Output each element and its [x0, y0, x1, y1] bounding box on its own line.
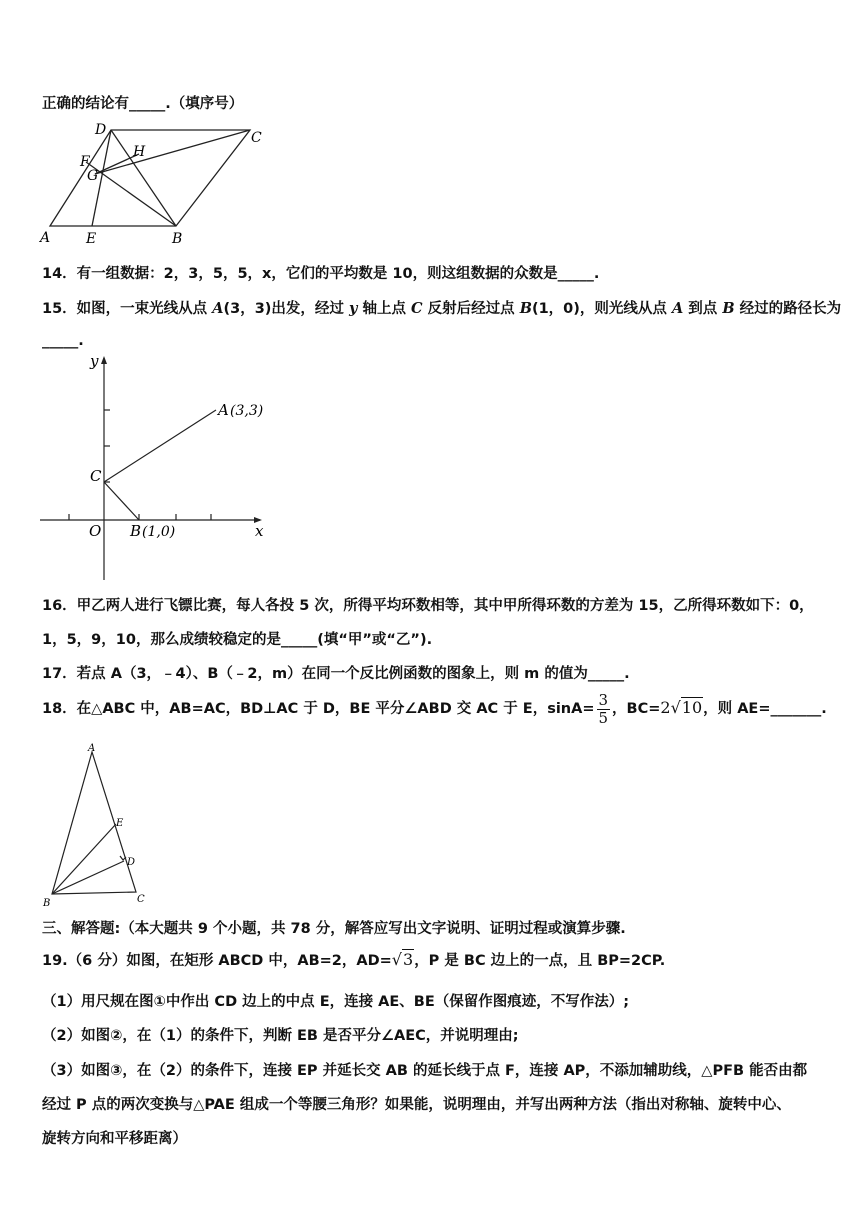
q18-seg: ，则 AE=_______. [703, 701, 827, 717]
fig15-label-B: B [130, 522, 142, 540]
q18-seg: ，BC= [612, 701, 661, 717]
fig13-label-F: F [80, 154, 90, 170]
q18-fraction [597, 692, 611, 727]
fig15-coordinate-figure [38, 352, 278, 584]
fig15-label-C: C [90, 467, 102, 485]
fig13-label-G: G [87, 168, 99, 184]
q15-y: y [348, 300, 358, 317]
q15-A2: A [671, 300, 684, 317]
fig15-label-x: x [255, 522, 264, 540]
q15-seg: 经过的路径长为 [734, 301, 842, 317]
q15-B2: B [722, 300, 735, 317]
q19-circled-2: ② [110, 1028, 123, 1044]
fig15-label-O: O [89, 522, 102, 540]
fig13-label-B: B [172, 231, 183, 247]
q15-seg: 15．如图，一束光线从点 [42, 301, 213, 317]
q17-text: 17．若点 A（3，﹣4）、B（﹣2，m）在同一个反比例函数的图象上，则 m 的值为_____. [42, 666, 630, 682]
q18-text [42, 690, 827, 727]
q19-seg: （2）如图 [42, 1028, 111, 1044]
q15-seg: (3，3)出发，经过 [223, 301, 349, 317]
fig18-label-C: C [137, 894, 145, 905]
fig18-triangle [40, 742, 160, 907]
q14-text: 14．有一组数据：2，3，5，5，x，它们的平均数是 10，则这组数据的众数是_____. [42, 266, 600, 282]
q15-seg: (1，0)，则光线从点 [531, 301, 672, 317]
q18-radical: 2√10 [660, 698, 703, 717]
fig15-label-A: A [218, 401, 229, 419]
q18-coef: 2 [660, 698, 671, 717]
q15-line2: _____. [42, 333, 84, 349]
fig13-parallelogram [38, 118, 268, 248]
fig18-label-B: B [43, 898, 51, 909]
q19-seg: （3）如图 [42, 1063, 111, 1079]
q15-B: B [519, 300, 532, 317]
q18-radicand: 10 [681, 698, 703, 717]
q19-seg: ，P 是 BC 边上的一点，且 BP=2CP. [414, 953, 666, 969]
q19-seg: ，在（1）的条件下，判断 EB 是否平分∠AEC，并说明理由; [122, 1028, 519, 1044]
fig15-label-A-coord: (3,3) [230, 403, 264, 419]
fig18-label-A: A [88, 743, 96, 754]
q19-circled-1: ① [153, 994, 166, 1010]
q15-seg: 轴上点 [357, 301, 412, 317]
q19-part2 [42, 1024, 519, 1045]
fig13-label-D: D [95, 122, 107, 138]
q19-part3-line1 [42, 1059, 807, 1080]
q19-seg: 中作出 CD 边上的中点 E，连接 AE、BE（保留作图痕迹，不写作法）; [165, 994, 630, 1010]
q15-C: C [411, 300, 423, 317]
q19-part1 [42, 990, 629, 1011]
q15-A: A [212, 300, 224, 317]
q18-frac-den: 5 [598, 708, 609, 727]
q19-intro [42, 948, 665, 973]
q19-seg: （1）用尺规在图 [42, 994, 154, 1010]
q19-radicand: 3 [403, 950, 414, 969]
fig15-label-B-coord: (1,0) [142, 524, 176, 540]
fig13-label-C: C [251, 130, 262, 146]
q19-part3-line2: 经过 P 点的两次变换与△PAE 组成一个等腰三角形？如果能，说明理由，并写出两种方法（指出对称轴、旋转中心、 [42, 1097, 791, 1113]
q16-line2: 1，5，9，10，那么成绩较稳定的是_____(填“甲”或“乙”). [42, 632, 433, 648]
fig13-label-H: H [133, 144, 146, 160]
q19-seg: ，在（2）的条件下，连接 EP 并延长交 AB 的延长线于点 F，连接 AP，不添加辅助线，△PFB 能否由都 [122, 1063, 808, 1079]
fig18-label-E: E [116, 818, 124, 829]
q18-seg: 18．在△ABC 中，AB=AC，BD⊥AC 于 D，BE 平分∠ABD 交 AC 于 E，sinA= [42, 701, 595, 717]
q15-seg: 到点 [683, 301, 723, 317]
fig13-label-E: E [86, 231, 97, 247]
q16-line1: 16．甲乙两人进行飞镖比赛，每人各投 5 次，所得平均环数相等，其中甲所得环数的方差为 15，乙所得环数如下：0， [42, 598, 814, 614]
q19-part3-line3: 旋转方向和平移距离） [42, 1131, 187, 1147]
fig18-label-D: D [127, 857, 136, 868]
q19-radical: √3 [391, 950, 414, 969]
q19-circled-3: ③ [110, 1063, 123, 1079]
fig13-label-A: A [40, 230, 51, 246]
section3-heading: 三、解答题:（本大题共 9 个小题，共 78 分，解答应写出文字说明、证明过程或演算步骤. [42, 921, 626, 937]
q15-seg: 反射后经过点 [422, 301, 520, 317]
q19-seg: 19.（6 分）如图，在矩形 ABCD 中，AB=2，AD= [42, 953, 392, 969]
q18-frac-num: 3 [598, 690, 609, 709]
fig15-label-y: y [90, 352, 99, 370]
q15-line1 [42, 297, 841, 318]
q13-answer-line: 正确的结论有_____.（填序号） [42, 96, 244, 112]
